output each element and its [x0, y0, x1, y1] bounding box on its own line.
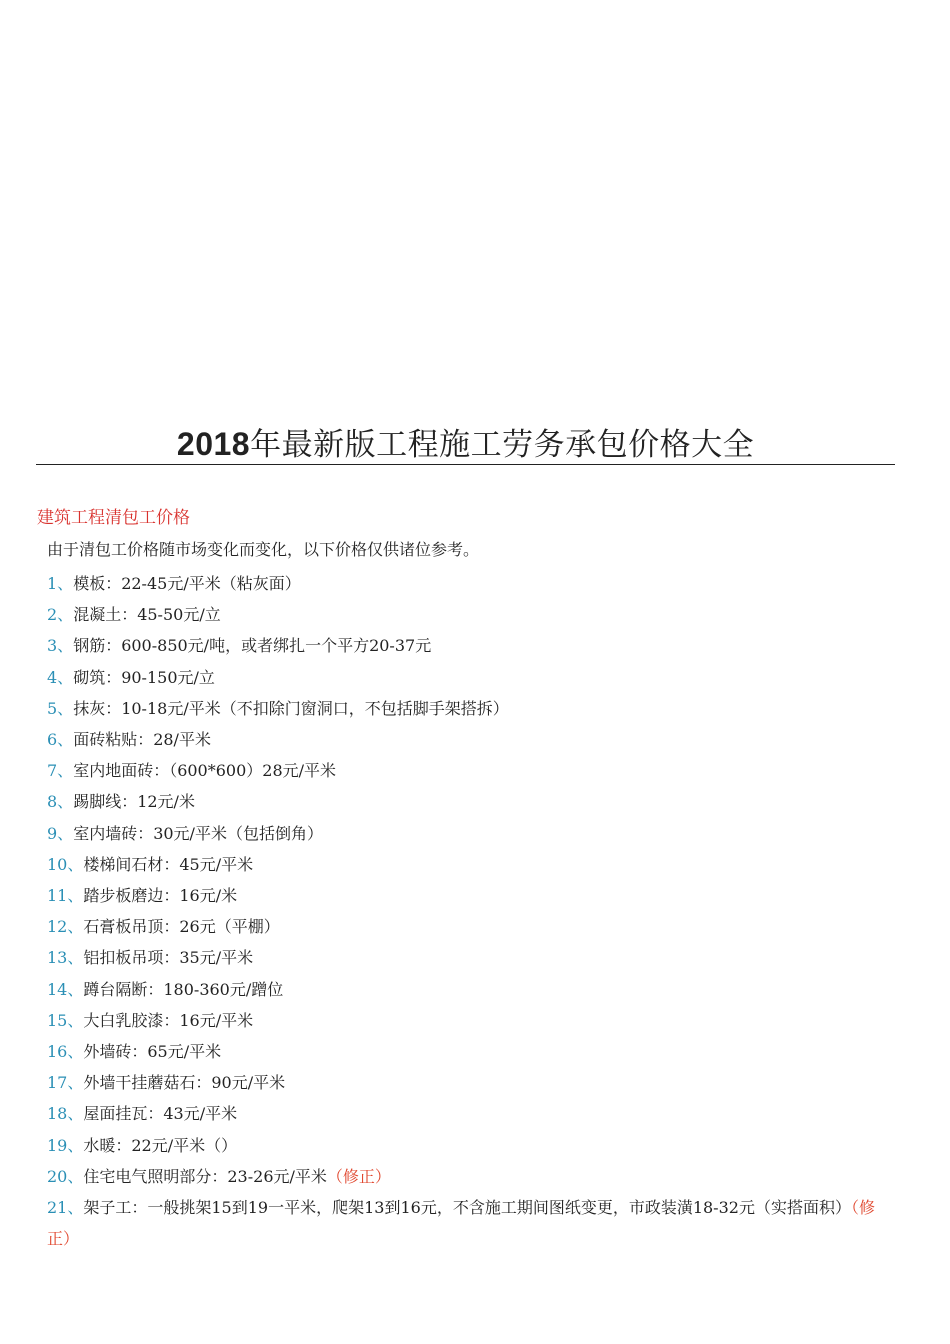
item-text: 大白乳胶漆：16元/平米 [83, 1010, 254, 1030]
item-number: 6、 [47, 730, 74, 750]
title-text: 年最新版工程施工劳务承包价格大全 [250, 427, 755, 463]
list-item [47, 568, 897, 599]
list-item [47, 1161, 897, 1192]
item-text: 楼梯间石材：45元/平米 [83, 854, 254, 874]
list-item [47, 849, 897, 880]
item-text: 砌筑：90-150元/立 [73, 667, 215, 687]
list-item [47, 693, 897, 724]
item-text: 混凝土：45-50元/立 [73, 605, 221, 625]
list-item [47, 880, 897, 911]
title-year: 2018 [176, 426, 251, 462]
item-number: 11、 [47, 886, 84, 906]
item-number: 8、 [47, 792, 74, 812]
list-item [47, 942, 897, 973]
item-number: 3、 [47, 636, 74, 656]
item-text: 架子工：一般挑架15到19一平米，爬架13到16元，不含施工期间图纸变更，市政装潢18-32元（实搭面积） [83, 1198, 851, 1218]
item-number: 2、 [47, 605, 74, 625]
item-text: 室内地面砖：（600*600）28元/平米 [73, 761, 337, 781]
item-text: 室内墙砖：30元/平米（包括倒角） [73, 823, 323, 843]
list-item [47, 599, 897, 630]
list-item [47, 1098, 897, 1129]
item-number: 7、 [47, 761, 74, 781]
list-item [47, 911, 897, 942]
item-number: 15、 [47, 1010, 84, 1030]
item-text: 屋面挂瓦：43元/平米 [83, 1104, 238, 1124]
list-item [47, 786, 897, 817]
item-number: 20、 [47, 1166, 84, 1186]
list-item [47, 1192, 897, 1254]
page-title [36, 424, 895, 465]
item-text: 住宅电气照明部分：23-26元/平米 [83, 1166, 327, 1186]
item-number: 1、 [47, 574, 74, 593]
list-item [47, 1036, 897, 1067]
item-text: 踏步板磨边：16元/米 [83, 886, 238, 906]
item-number: 21、 [47, 1198, 84, 1218]
item-text: 踢脚线：12元/米 [73, 792, 195, 812]
item-number: 13、 [47, 948, 84, 968]
list-item [47, 1067, 897, 1098]
item-number: 9、 [47, 823, 74, 843]
item-text: 水暖：22元/平米（） [83, 1135, 238, 1155]
item-text: 铝扣板吊项：35元/平米 [83, 948, 254, 968]
item-number: 17、 [47, 1073, 84, 1093]
item-text: 外墙砖：65元/平米 [83, 1042, 222, 1062]
list-item [47, 1130, 897, 1161]
list-item [47, 818, 897, 849]
item-text: 抹灰：10-18元/平米（不扣除门窗洞口，不包括脚手架搭拆） [73, 698, 509, 718]
intro-paragraph: 由于清包工价格随市场变化而变化，以下价格仅供诸位参考。 [47, 540, 480, 559]
list-item [47, 974, 897, 1005]
item-text: 蹲台隔断：180-360元/蹭位 [83, 979, 284, 999]
title-underline [36, 464, 895, 465]
item-text: 面砖粘贴：28/平米 [73, 730, 211, 750]
item-number: 4、 [47, 667, 74, 687]
section-heading: 建筑工程清包工价格 [37, 508, 190, 528]
item-number: 19、 [47, 1135, 84, 1155]
list-item [47, 724, 897, 755]
item-text: 外墙干挂蘑菇石：90元/平米 [83, 1073, 286, 1093]
item-text: 石膏板吊顶：26元（平棚） [83, 917, 280, 937]
item-number: 16、 [47, 1042, 84, 1062]
item-number: 12、 [47, 917, 84, 937]
item-number: 14、 [47, 979, 84, 999]
item-correction-note: （修正） [47, 1198, 875, 1249]
list-item [47, 1005, 897, 1036]
list-item [47, 630, 897, 661]
list-item [47, 755, 897, 786]
item-number: 5、 [47, 698, 74, 718]
item-text: 模板：22-45元/平米（粘灰面） [73, 574, 301, 593]
item-number: 10、 [47, 854, 84, 874]
item-number: 18、 [47, 1104, 84, 1124]
price-list [47, 568, 897, 1254]
item-text: 钢筋：600-850元/吨，或者绑扎一个平方20-37元 [73, 636, 432, 656]
item-correction-note: （修正） [326, 1166, 391, 1186]
list-item [47, 662, 897, 693]
